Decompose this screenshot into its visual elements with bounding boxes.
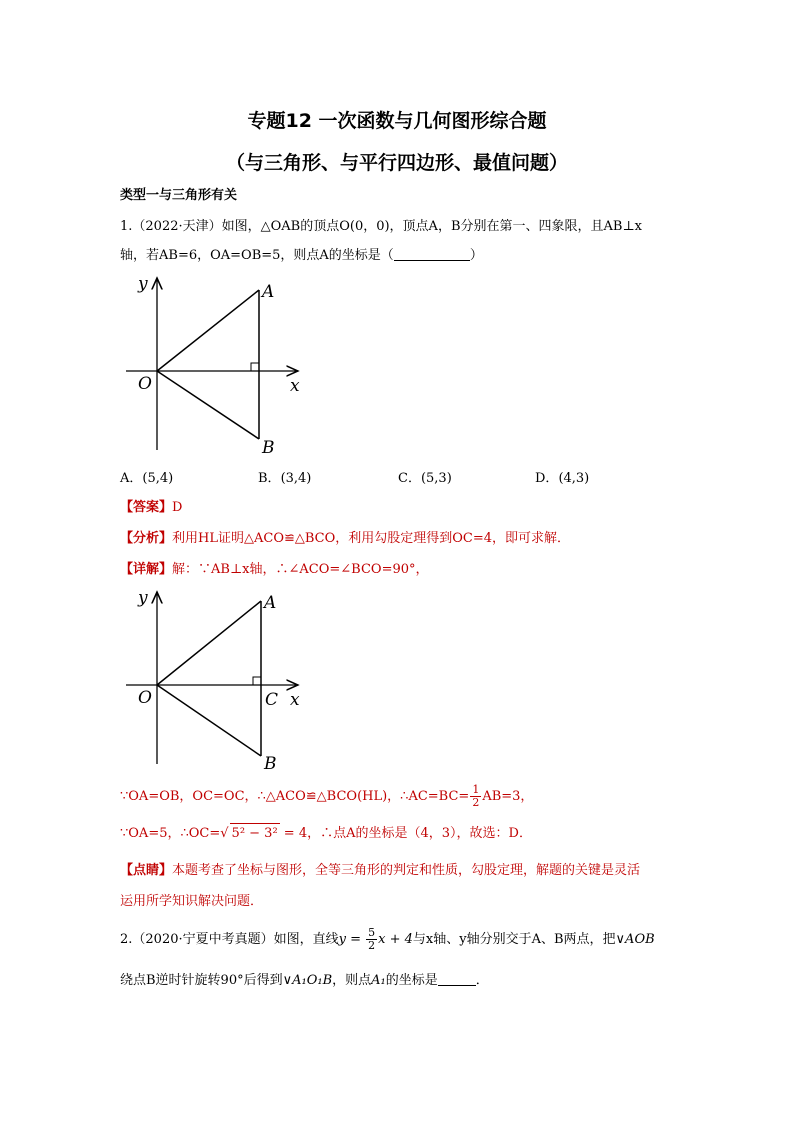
eq-equals: = — [345, 932, 366, 947]
answer-blank — [394, 246, 470, 261]
fraction-denominator: 2 — [472, 796, 480, 809]
label-y: y — [138, 274, 148, 294]
figure-2 — [118, 586, 318, 774]
label-a: A — [262, 282, 275, 302]
option-c-label: C． — [398, 471, 421, 486]
figure-1 — [118, 272, 318, 460]
comment-text-1: 本题考查了坐标与图形，全等三角形的判定和性质，勾股定理，解题的关键是灵活 — [172, 863, 641, 878]
label-a: A — [264, 593, 277, 613]
option-c[interactable] — [398, 467, 452, 486]
comment-line-1 — [120, 861, 680, 881]
eq-y: y — [338, 932, 346, 947]
option-a[interactable] — [120, 467, 173, 486]
label-o: O — [138, 688, 152, 708]
step2-after: ，∴点A的坐标是（4，3），故选：D． — [307, 826, 532, 841]
q1-line2-text: 轴，若AB=6，OA=OB=5，则点A的坐标是（ — [120, 248, 394, 263]
sqrt-radicand: 5² − 3² — [230, 823, 280, 844]
q2-text-5: 的坐标是 — [385, 973, 438, 988]
segment-ob — [157, 371, 259, 439]
segment-ob — [157, 685, 261, 756]
detail-text: 解：∵AB⊥x轴，∴∠ACO=∠BCO=90°， — [172, 562, 429, 577]
detail-line — [120, 560, 680, 580]
fraction-numerator: 1 — [472, 783, 480, 796]
segment-oa — [157, 290, 259, 371]
analysis-tag: 【分析】 — [120, 531, 173, 546]
step1-after: AB=3， — [482, 789, 534, 804]
option-d-label: D． — [535, 471, 559, 486]
label-b: B — [264, 754, 277, 774]
fraction-five-halves — [366, 927, 377, 952]
option-c-value: (5,3) — [420, 471, 452, 486]
solution-step-2 — [120, 823, 680, 844]
fraction-numerator: 5 — [368, 926, 376, 939]
comment-tag: 【点睛】 — [120, 863, 173, 878]
step2-text: ∵OA=5，∴OC= — [120, 826, 221, 841]
point-a1: A₁ — [371, 973, 386, 988]
option-a-value: (5,4) — [142, 471, 174, 486]
q2-line2 — [120, 971, 680, 991]
q2-text-6: ． — [475, 973, 489, 988]
sqrt-symbol: √ — [220, 826, 229, 841]
option-b-label: B． — [258, 471, 281, 486]
q2-text-4: ，则点 — [332, 973, 372, 988]
page-subtitle: （与三角形、与平行四边形、最值问题） — [225, 152, 568, 174]
triangle-a1o1b: ∨A₁O₁B — [282, 973, 333, 988]
option-a-label: A． — [120, 471, 143, 486]
label-b: B — [262, 438, 275, 458]
fraction-denominator: 2 — [368, 939, 376, 952]
q2-text-1: 2.（2020·宁夏中考真题）如图，直线 — [120, 932, 339, 947]
label-o: O — [138, 374, 152, 394]
answer-line — [120, 498, 680, 518]
comment-line-2: 运用所学知识解决问题． — [120, 894, 264, 909]
right-angle-mark — [253, 677, 261, 685]
option-b[interactable] — [258, 467, 311, 486]
q2-text-2: 与x轴、y轴分别交于A、B两点，把 — [412, 932, 616, 947]
answer-tag: 【答案】 — [120, 500, 173, 515]
step1-text: ∵OA=OB，OC=OC，∴△ACO≌△BCO(HL)，∴AC=BC= — [120, 789, 470, 804]
option-b-value: (3,4) — [280, 471, 312, 486]
section-heading: 类型一与三角形有关 — [120, 188, 238, 203]
analysis-text: 利用HL证明△ACO≌△BCO，利用勾股定理得到OC=4，即可求解． — [172, 531, 571, 546]
label-x: x — [290, 690, 300, 710]
q1-line1: 1.（2022·天津）如图，△OAB的顶点O(0，0)，顶点A，B分别在第一、四象限，且AB⊥x — [120, 219, 642, 234]
right-angle-mark — [251, 363, 259, 371]
q1-line2 — [120, 246, 680, 266]
label-x: x — [290, 376, 300, 396]
fraction-one-half — [470, 784, 481, 809]
option-d-value: (4,3) — [558, 471, 590, 486]
q2-line1 — [120, 926, 680, 954]
q2-text-3: 绕点B逆时针旋转90°后得到 — [120, 973, 283, 988]
segment-oa — [157, 601, 261, 685]
option-d[interactable] — [535, 467, 589, 486]
detail-tag: 【详解】 — [120, 562, 173, 577]
step2-eq: = 4 — [279, 826, 308, 841]
triangle-aob: ∨AOB — [615, 932, 655, 947]
q1-line2-close: ） — [469, 248, 483, 263]
label-c: C — [265, 690, 279, 710]
analysis-line — [120, 529, 680, 549]
label-y: y — [138, 588, 148, 608]
answer-blank-2 — [438, 971, 476, 986]
solution-step-1 — [120, 784, 680, 810]
answer-value: D — [172, 500, 183, 515]
page-title: 专题12 一次函数与几何图形综合题 — [247, 110, 547, 132]
eq-rest: x + 4 — [378, 932, 413, 947]
